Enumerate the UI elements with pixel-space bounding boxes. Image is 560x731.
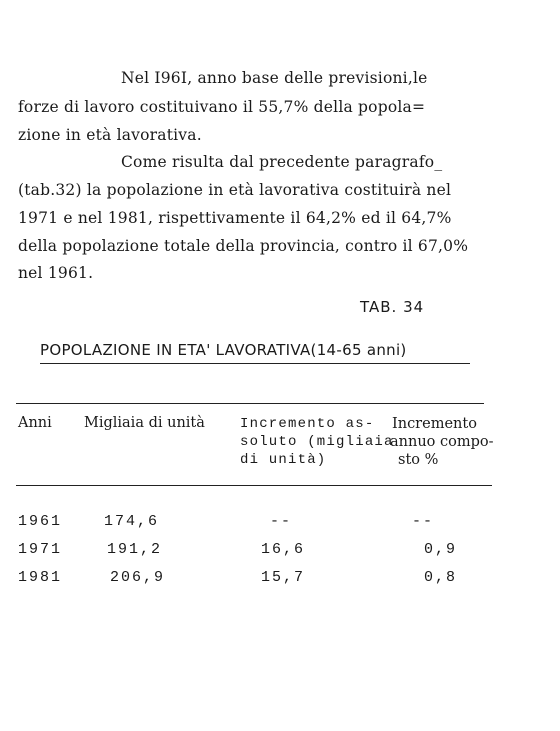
header-incremento-assoluto-line-2: soluto (migliaia <box>240 434 394 450</box>
paragraph-1-line-1: Nel I96I, anno base delle previsioni,le <box>121 69 428 87</box>
row-1981-anno: 1981 <box>18 569 63 586</box>
header-anni: Anni <box>18 415 52 431</box>
header-incremento-assoluto-line-1: Incremento as- <box>240 416 375 432</box>
paragraph-2-line-3: 1971 e nel 1981, rispettivamente il 64,2% ed il 64,7% <box>18 209 452 227</box>
paragraph-2-line-5: nel 1961. <box>18 264 94 282</box>
table-title: POPOLAZIONE IN ETA' LAVORATIVA(14-65 anni) <box>40 341 407 359</box>
header-incremento-annuo-line-1: Incremento <box>392 416 477 432</box>
row-1961-anno: 1961 <box>18 513 63 530</box>
row-1971-anno: 1971 <box>18 541 63 558</box>
row-1971-incremento-annuo: 0,9 <box>424 541 458 558</box>
table-label: TAB. 34 <box>360 298 425 316</box>
header-incremento-annuo-line-2: annuo compo- <box>390 434 494 450</box>
header-migliaia: Migliaia di unità <box>84 415 205 431</box>
paragraph-1-line-3: zione in età lavorativa. <box>18 126 202 144</box>
paragraph-2-line-2: (tab.32) la popolazione in età lavorativa costituirà nel <box>18 181 452 199</box>
row-1961-incremento-assoluto: -- <box>270 513 293 530</box>
header-incremento-annuo-line-3: sto % <box>398 452 439 468</box>
header-incremento-assoluto-line-3: di unità) <box>240 452 327 468</box>
table-top-rule <box>16 403 484 404</box>
paragraph-2-line-1: Come risulta dal precedente paragrafo_ <box>121 153 443 171</box>
title-underline <box>40 363 470 364</box>
paragraph-1-line-2: forze di lavoro costituivano il 55,7% della popola= <box>18 98 426 116</box>
paragraph-2-line-4: della popolazione totale della provincia, contro il 67,0% <box>18 237 469 255</box>
row-1961-migliaia: 174,6 <box>104 513 160 530</box>
row-1971-migliaia: 191,2 <box>107 541 163 558</box>
row-1961-incremento-annuo: -- <box>412 513 435 530</box>
row-1971-incremento-assoluto: 16,6 <box>261 541 306 558</box>
row-1981-incremento-annuo: 0,8 <box>424 569 458 586</box>
row-1981-incremento-assoluto: 15,7 <box>261 569 306 586</box>
table-header-rule <box>16 485 492 486</box>
row-1981-migliaia: 206,9 <box>110 569 166 586</box>
